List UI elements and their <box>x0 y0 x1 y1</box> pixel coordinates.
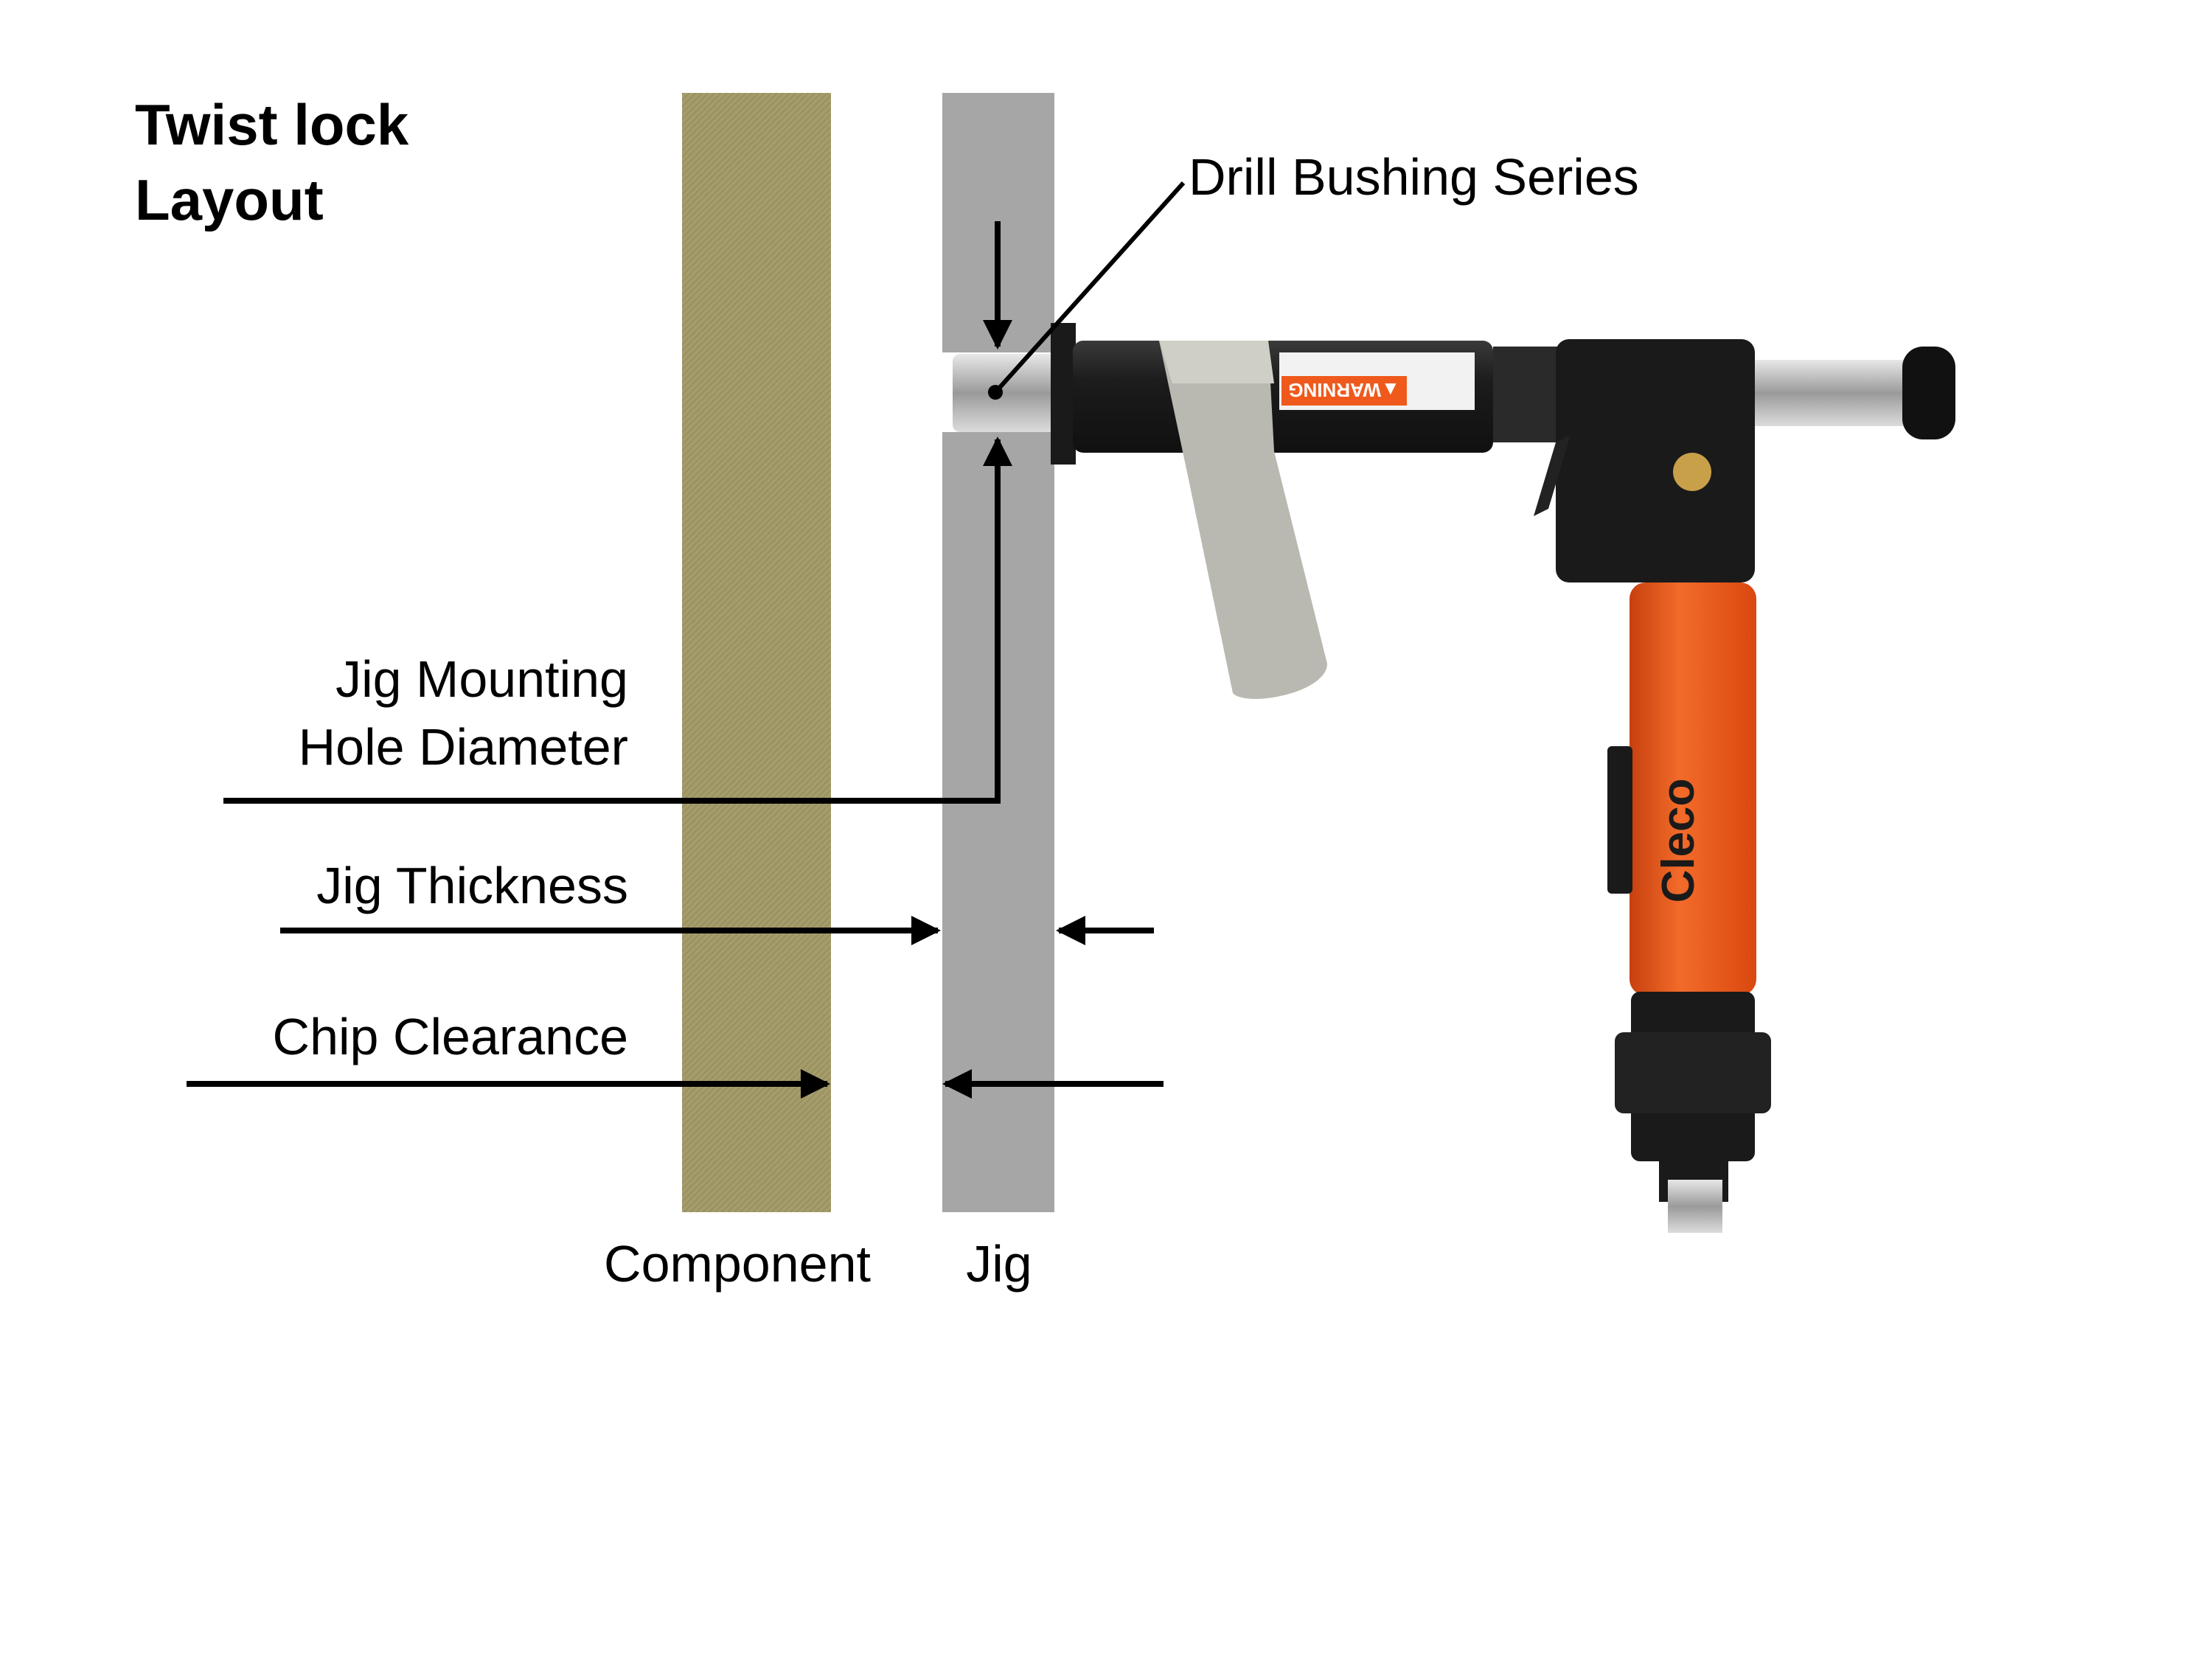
title-line-2: Layout <box>135 167 324 232</box>
jig-mounting-label <box>299 645 628 781</box>
title-line-1: Twist lock <box>135 92 409 157</box>
drill-bushing-series-label: Drill Bushing Series <box>1189 148 1639 206</box>
warning-label: ▲WARNING <box>1288 379 1400 401</box>
component-plate <box>682 93 831 1212</box>
cleco-brand-text: Cleco <box>1653 778 1704 903</box>
jig-mounting-label-line-2: Hole Diameter <box>298 718 628 776</box>
drill-bushing-dot <box>988 385 1003 400</box>
chip-clearance-label: Chip Clearance <box>272 1008 628 1065</box>
jig-thickness-label: Jig Thickness <box>316 857 628 914</box>
jig-label: Jig <box>966 1235 1032 1293</box>
component-label: Component <box>604 1235 871 1293</box>
drill-tool-icon <box>953 323 1955 1233</box>
jig-mounting-label-line-1: Jig Mounting <box>335 650 628 708</box>
